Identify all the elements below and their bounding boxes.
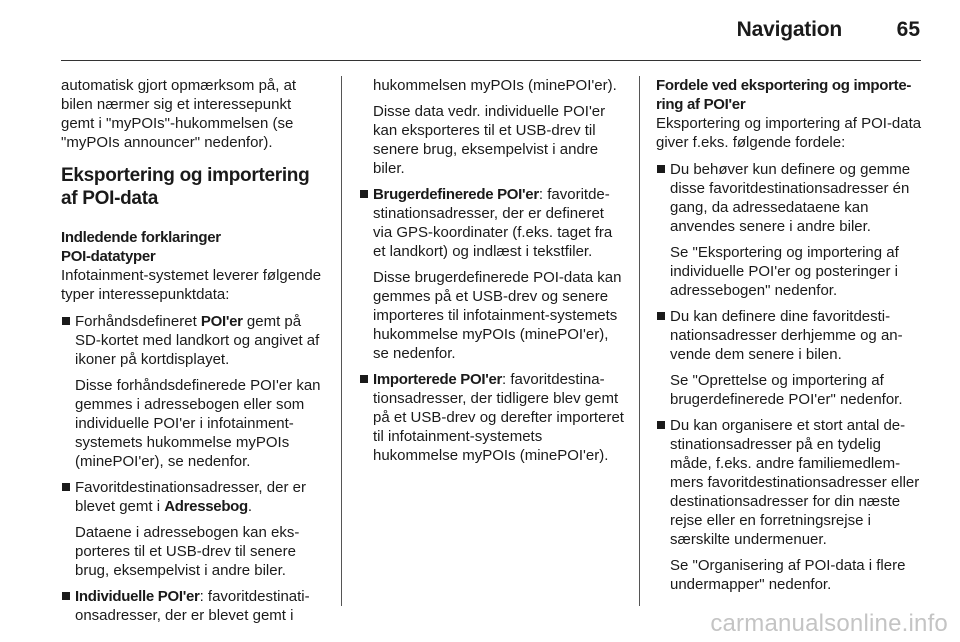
bullet-text: gemt på SD-kortet med landkort og angivet af ikoner på kortdisplayet. bbox=[75, 313, 320, 368]
bullet-text: Forhåndsdefineret bbox=[75, 313, 201, 330]
bullet-square-icon bbox=[62, 483, 70, 491]
intro-paragraph: automatisk gjort opmærksom på, at bilen nærmer sig et interessepunkt gemt i "myPOIs"-hukommelsen (se "myPOIs announcer" nedenfor). bbox=[61, 77, 297, 151]
list-item bbox=[656, 307, 922, 364]
bullet-square-icon bbox=[360, 190, 368, 198]
subheading-explanations: Indledende forklaringer bbox=[61, 229, 221, 246]
list-item bbox=[359, 185, 624, 261]
bullet-continuation: Disse brugerdefinerede POI-data kan gemmes på et USB-drev og senere importeres til infotainment-systemets hukommelse myPOIs (minePOI'er), se nedenfor. bbox=[373, 269, 622, 362]
column-divider bbox=[341, 76, 342, 606]
list-item bbox=[359, 370, 624, 465]
bullet-square-icon bbox=[657, 165, 665, 173]
bullet-text: . bbox=[247, 498, 253, 515]
bullet-continuation: Se "Eksportering og importering af individuelle POI'er og posteringer i adressebogen" nedenfor. bbox=[670, 244, 899, 299]
header-title: Navigation bbox=[736, 18, 842, 41]
bullet-bold-term: Individuelle POI'er bbox=[75, 588, 200, 605]
bullet-bold-term: POI'er bbox=[200, 313, 243, 330]
bullet-square-icon bbox=[62, 592, 70, 600]
bullet-text: : favoritdestinationsadresser, der er defineret via GPS-koordinater (f.eks. taget fra et landkort) og indlæst i tekstfiler. bbox=[373, 186, 613, 260]
bullet-text: Favoritdestinationsadresser, der er blevet gemt i bbox=[75, 479, 306, 515]
page-header bbox=[0, 0, 960, 60]
section-heading: Eksportering og importering af POI-data bbox=[61, 165, 310, 209]
bullet-square-icon bbox=[360, 375, 368, 383]
bullet-continuation: Dataene i adressebogen kan eksporteres til et USB-drev til senere brug, eksempelvist i andre biler. bbox=[75, 524, 300, 579]
page-number: 65 bbox=[896, 18, 920, 41]
watermark-link[interactable]: carmanualsonline.info bbox=[710, 610, 948, 637]
subheading-poi-types: POI-datatyper bbox=[61, 248, 156, 265]
benefits-intro: Eksportering og importering af POI-data giver f.eks. følgende fordele: bbox=[656, 115, 922, 151]
types-intro: Infotainment-systemet leverer følgende typer interessepunktdata: bbox=[61, 267, 322, 303]
bullet-continuation: Se "Organisering af POI-data i flere undermapper" nedenfor. bbox=[670, 557, 906, 593]
list-item bbox=[656, 160, 922, 236]
bullet-square-icon bbox=[62, 317, 70, 325]
bullet-text: Du kan organisere et stort antal destinationsadresser på en tydelig måde, f.eks. andre familiemedlemmers favoritdestinationsadresser eller destinationsadresser for din næste rejse eller en forretningsrejse i særskilte undermenuer. bbox=[670, 417, 920, 548]
column-2 bbox=[359, 76, 624, 472]
bullet-text: Du behøver kun definere og gemme disse favoritdestinationsadresser én gang, da adressedataene kan anvendes senere i andre biler. bbox=[670, 161, 911, 235]
header-rule bbox=[61, 60, 921, 61]
bullet-text: Du kan definere dine favoritdestinationsadresser derhjemme og anvende dem senere i bilen. bbox=[670, 308, 903, 363]
column-3 bbox=[656, 76, 922, 601]
subheading-benefits: Fordele ved eksportering og importering af POI'er bbox=[656, 77, 912, 113]
bullet-bold-term: Adressebog bbox=[164, 498, 248, 515]
bullet-text: : favoritdestinationsadresser, der er blevet gemt i bbox=[75, 588, 310, 624]
bullet-continuation: hukommelsen myPOIs (minePOI'er). bbox=[373, 77, 617, 94]
list-item bbox=[61, 312, 326, 369]
list-item bbox=[61, 478, 326, 516]
list-item bbox=[656, 416, 922, 549]
bullet-text: : favoritdestinationsadresser, der tidligere blev gemt på et USB-drev og derefter importeret til infotainment-systemets hukommelse myPOIs (minePOI'er). bbox=[373, 371, 624, 464]
column-1 bbox=[61, 76, 326, 632]
bullet-bold-term: Brugerdefinerede POI'er bbox=[373, 186, 539, 203]
bullet-continuation: Se "Oprettelse og importering af brugerdefinerede POI'er" nedenfor. bbox=[670, 372, 903, 408]
bullet-bold-term: Importerede POI'er bbox=[373, 371, 503, 388]
bullet-continuation: Disse forhåndsdefinerede POI'er kan gemmes i adressebogen eller som individuelle POI'er i infotainment-systemets hukommelse myPOIs (minePOI'er), se nedenfor. bbox=[75, 377, 321, 470]
bullet-continuation: Disse data vedr. individuelle POI'er kan eksporteres til et USB-drev til senere brug, eksempelvist i andre biler. bbox=[373, 103, 606, 177]
bullet-square-icon bbox=[657, 312, 665, 320]
bullet-square-icon bbox=[657, 421, 665, 429]
list-item bbox=[61, 587, 326, 625]
column-divider bbox=[639, 76, 640, 606]
